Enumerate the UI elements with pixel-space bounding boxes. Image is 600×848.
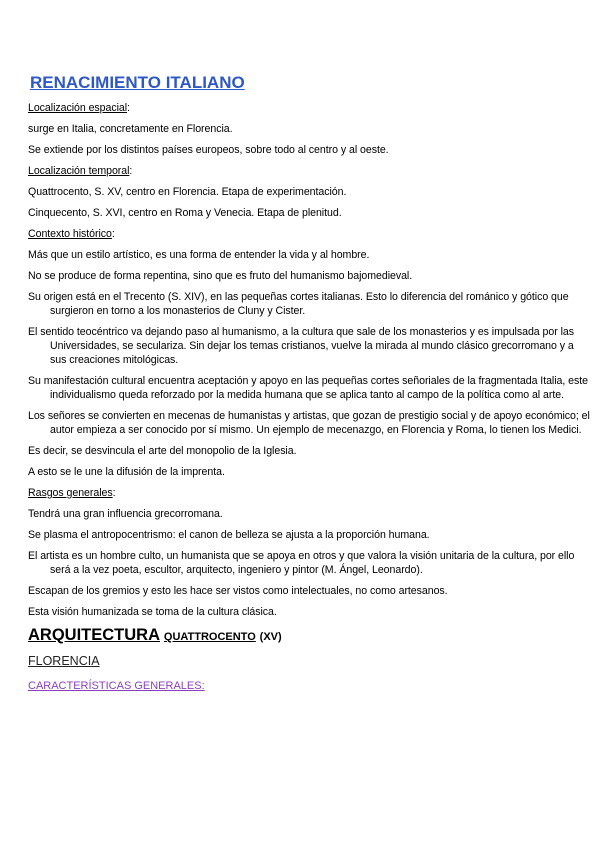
section-heading-rasgos-generales: Rasgos generales: bbox=[28, 487, 116, 499]
florencia-heading: FLORENCIA bbox=[28, 654, 100, 668]
section-heading-localizacion-espacial: Localización espacial: bbox=[28, 102, 130, 114]
paragraph: Se extiende por los distintos países europeos, sobre todo al centro y al oeste. bbox=[28, 144, 389, 156]
paragraph: Tendrá una gran influencia grecorromana. bbox=[28, 508, 223, 520]
paragraph: Quattrocento, S. XV, centro en Florencia. Etapa de experimentación. bbox=[28, 186, 347, 198]
paragraph: Esta visión humanizada se toma de la cultura clásica. bbox=[28, 606, 277, 618]
paragraph: Su manifestación cultural encuentra aceptación y apoyo en las pequeñas cortes señoriales de la fragmentada Italia, este individualismo queda reforzado por la medida humana que se aplica tanto al campo de la política como al arte. bbox=[28, 375, 588, 401]
arquitectura-heading: ARQUITECTURA QUATTROCENTO (XV) bbox=[28, 626, 282, 644]
paragraph: Su origen está en el Trecento (S. XIV), en las pequeñas cortes italianas. Esto lo diferencia del románico y gótico que surgieron en torno a los monasterios de Cluny y Cister. bbox=[28, 291, 569, 317]
caracteristicas-generales-link[interactable]: CARACTERÍSTICAS GENERALES: bbox=[28, 680, 205, 692]
section-heading-localizacion-temporal: Localización temporal: bbox=[28, 165, 133, 177]
paragraph: El sentido teocéntrico va dejando paso al humanismo, a la cultura que sale de los monasterios y es impulsada por las Universidades, se seculariza. Sin dejar los temas cristianos, vuelve la mirada al mundo clásico grecorromano y a sus creaciones mitológicas. bbox=[28, 326, 574, 366]
section-heading-contexto-historico: Contexto histórico: bbox=[28, 228, 115, 240]
paragraph: A esto se le une la difusión de la imprenta. bbox=[28, 466, 225, 478]
paragraph: Los señores se convierten en mecenas de humanistas y artistas, que gozan de prestigio social y de apoyo económico; el autor empieza a ser conocido por sí mismo. Un ejemplo de mecenazgo, en Florencia y Roma, lo tienen los Medici. bbox=[28, 410, 590, 436]
paragraph: Se plasma el antropocentrismo: el canon de belleza se ajusta a la proporción humana. bbox=[28, 529, 430, 541]
document-title: RENACIMIENTO ITALIANO bbox=[30, 73, 245, 92]
paragraph: Más que un estilo artístico, es una forma de entender la vida y al hombre. bbox=[28, 249, 370, 261]
paragraph: surge en Italia, concretamente en Florencia. bbox=[28, 123, 233, 135]
paragraph: El artista es un hombre culto, un humanista que se apoya en otros y que valora la visión unitaria de la cultura, por ello será a la vez poeta, escultor, arquitecto, ingeniero y pintor (M. Ángel, Leonardo). bbox=[28, 550, 575, 576]
paragraph: Es decir, se desvincula el arte del monopolio de la Iglesia. bbox=[28, 445, 297, 457]
paragraph: Escapan de los gremios y esto les hace ser vistos como intelectuales, no como artesanos. bbox=[28, 585, 448, 597]
paragraph: Cinquecento, S. XVI, centro en Roma y Venecia. Etapa de plenitud. bbox=[28, 207, 342, 219]
paragraph: No se produce de forma repentina, sino que es fruto del humanismo bajomedieval. bbox=[28, 270, 413, 282]
